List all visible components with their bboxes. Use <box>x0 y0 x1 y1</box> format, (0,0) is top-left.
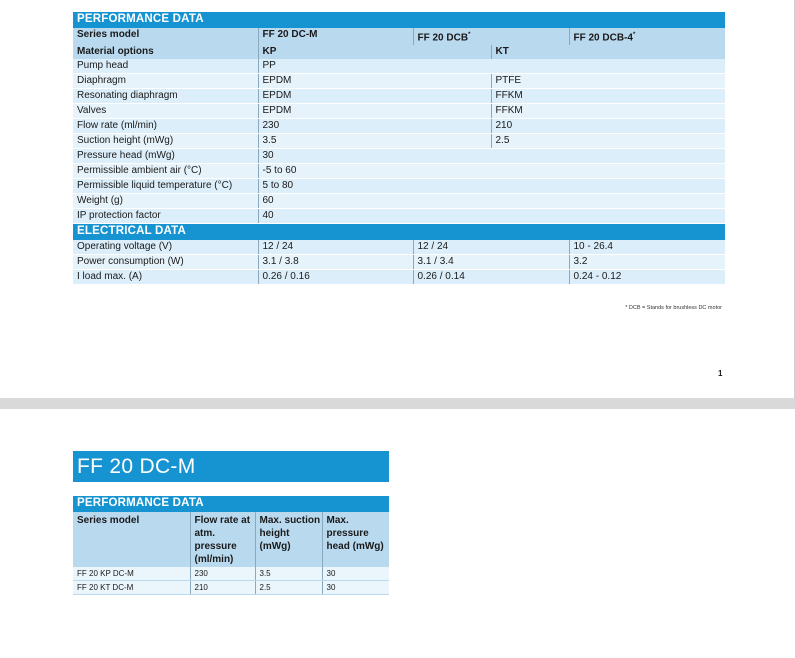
footnote: * DCB = Stands for brushless DC motor <box>625 305 722 311</box>
section-header-performance: PERFORMANCE DATA <box>73 496 389 512</box>
table-row <box>73 255 725 270</box>
value-kt: FFKM <box>491 89 725 104</box>
series-model-label: Series model <box>73 28 258 45</box>
value-dcb4: 3.2 <box>569 255 725 270</box>
value-dcb4: 0.24 - 0.12 <box>569 270 725 285</box>
row-label: Resonating diaphragm <box>73 89 258 104</box>
row-model: FF 20 KP DC-M <box>73 567 190 581</box>
model-ff20dcb: FF 20 DCB* <box>413 28 569 45</box>
table-row <box>73 567 389 581</box>
table-row <box>73 59 725 74</box>
value-dcm: 12 / 24 <box>258 240 413 255</box>
model-ff20dcb4: FF 20 DCB-4* <box>569 28 725 45</box>
value-dcm: 0.26 / 0.16 <box>258 270 413 285</box>
value-all: PP <box>258 59 725 74</box>
table-row <box>73 209 725 224</box>
value-dcb: 0.26 / 0.14 <box>413 270 569 285</box>
section-header-electrical: ELECTRICAL DATA <box>73 224 725 241</box>
row-label: Flow rate (ml/min) <box>73 119 258 134</box>
value-dcb: 12 / 24 <box>413 240 569 255</box>
table-row <box>73 581 389 595</box>
row-label: Permissible liquid temperature (°C) <box>73 179 258 194</box>
value-kp: EPDM <box>258 104 491 119</box>
value-suction: 3.5 <box>255 567 322 581</box>
value-kp: 230 <box>258 119 491 134</box>
table-row <box>73 179 725 194</box>
value-all: 40 <box>258 209 725 224</box>
performance-summary-table <box>73 496 389 595</box>
row-label: Operating voltage (V) <box>73 240 258 255</box>
specification-table <box>73 12 725 285</box>
value-pressure: 30 <box>322 567 389 581</box>
series-model-row <box>73 28 725 45</box>
product-title: FF 20 DC-M <box>73 451 389 482</box>
value-kp: EPDM <box>258 89 491 104</box>
value-suction: 2.5 <box>255 581 322 595</box>
value-flow: 230 <box>190 567 255 581</box>
row-label: Power consumption (W) <box>73 255 258 270</box>
model-ff20dcm: FF 20 DC-M <box>258 28 413 45</box>
value-kp: 3.5 <box>258 134 491 149</box>
table-row <box>73 240 725 255</box>
row-label: Pump head <box>73 59 258 74</box>
col-suction-height: Max. suction height (mWg) <box>255 512 322 567</box>
table-row <box>73 149 725 164</box>
value-flow: 210 <box>190 581 255 595</box>
value-dcb: 3.1 / 3.4 <box>413 255 569 270</box>
table-row <box>73 164 725 179</box>
material-kt: KT <box>491 45 725 59</box>
value-kp: EPDM <box>258 74 491 89</box>
value-pressure: 30 <box>322 581 389 595</box>
row-label: Permissible ambient air (°C) <box>73 164 258 179</box>
row-model: FF 20 KT DC-M <box>73 581 190 595</box>
col-series-model: Series model <box>73 512 190 567</box>
value-dcm: 3.1 / 3.8 <box>258 255 413 270</box>
row-label: Valves <box>73 104 258 119</box>
table-row <box>73 89 725 104</box>
datasheet-page-2 <box>0 409 795 658</box>
table-row <box>73 119 725 134</box>
table-row <box>73 194 725 209</box>
material-options-row <box>73 45 725 59</box>
table-row <box>73 270 725 285</box>
material-kp: KP <box>258 45 491 59</box>
value-all: 5 to 80 <box>258 179 725 194</box>
value-dcb4: 10 - 26.4 <box>569 240 725 255</box>
col-pressure-head: Max. pressure head (mWg) <box>322 512 389 567</box>
value-all: 30 <box>258 149 725 164</box>
row-label: I load max. (A) <box>73 270 258 285</box>
value-all: 60 <box>258 194 725 209</box>
table-row <box>73 134 725 149</box>
table-row <box>73 74 725 89</box>
value-kt: FFKM <box>491 104 725 119</box>
material-options-label: Material options <box>73 45 258 59</box>
value-kt: 2.5 <box>491 134 725 149</box>
column-header-row <box>73 512 389 567</box>
row-label: Pressure head (mWg) <box>73 149 258 164</box>
row-label: Diaphragm <box>73 74 258 89</box>
value-kt: PTFE <box>491 74 725 89</box>
row-label: Weight (g) <box>73 194 258 209</box>
page-number: 1 <box>718 369 723 378</box>
value-kt: 210 <box>491 119 725 134</box>
section-header-performance: PERFORMANCE DATA <box>73 12 725 28</box>
row-label: IP protection factor <box>73 209 258 224</box>
col-flow-rate: Flow rate at atm. pressure (ml/min) <box>190 512 255 567</box>
table-row <box>73 104 725 119</box>
value-all: -5 to 60 <box>258 164 725 179</box>
row-label: Suction height (mWg) <box>73 134 258 149</box>
